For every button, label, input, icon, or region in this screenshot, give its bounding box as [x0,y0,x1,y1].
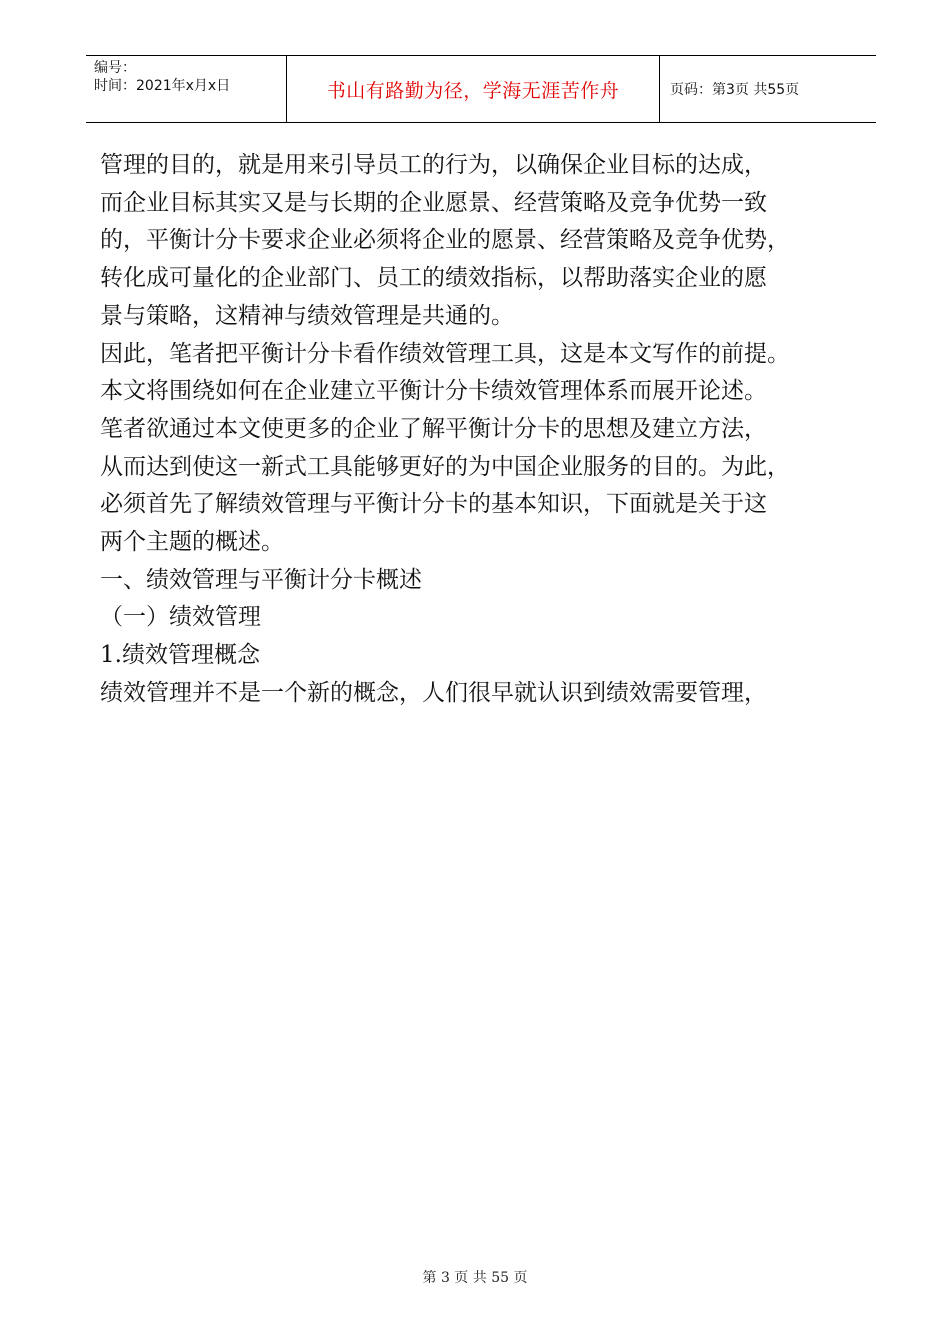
body-line: 管理的目的，就是用来引导员工的行为，以确保企业目标的达成， [100,152,767,178]
section-heading: 一、绩效管理与平衡计分卡概述 [100,566,422,593]
body-line: 两个主题的概述。 [100,529,284,556]
header-meta [86,56,287,122]
subsubsection-heading: 1.绩效管理概念 [100,642,260,669]
body-line: 笔者欲通过本文使更多的企业了解平衡计分卡的思想及建立方法， [100,415,767,442]
page-footer: 第 3 页 共 55 页 [422,1270,528,1286]
document-body [100,147,870,713]
subsection-heading: （一）绩效管理 [100,604,261,631]
body-line: 的，平衡计分卡要求企业必须将企业的愿景、经营策略及竞争优势， [100,227,790,254]
document-number-label: 编号： [94,60,136,76]
body-line: 景与策略，这精神与绩效管理是共通的。 [100,302,514,329]
body-line: 绩效管理并不是一个新的概念，人们很早就认识到绩效需要管理， [100,679,767,706]
body-line: 因此，笔者把平衡计分卡看作绩效管理工具，这是本文写作的前提。 [100,340,790,367]
document-time: 时间：2021年x月x日 [94,78,231,94]
header-page-info: 页码：第3页 共55页 [670,82,800,98]
body-line: 本文将围绕如何在企业建立平衡计分卡绩效管理体系而展开论述。 [100,378,767,405]
body-line: 必须首先了解绩效管理与平衡计分卡的基本知识，下面就是关于这 [100,491,767,518]
header-motto: 书山有路勤为径，学海无涯苦作舟 [287,56,660,122]
body-line: 从而达到使这一新式工具能够更好的为中国企业服务的目的。为此， [100,453,790,480]
page-header [86,55,876,123]
body-line: 而企业目标其实又是与长期的企业愿景、经营策略及竞争优势一致 [100,189,767,216]
body-line: 转化成可量化的企业部门、员工的绩效指标，以帮助落实企业的愿 [100,265,767,292]
